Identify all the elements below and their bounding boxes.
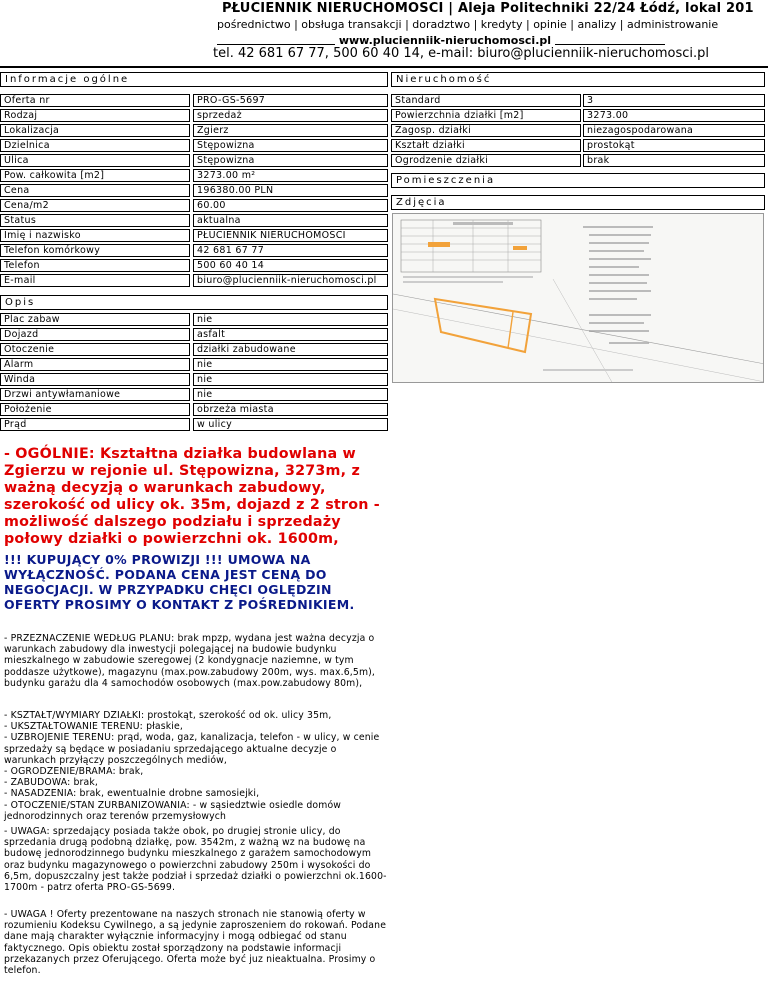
row-value: sprzedaż [193,109,388,122]
row-value: działki zabudowane [193,343,388,356]
row-label: Kształt działki [391,139,581,152]
agency-services: pośrednictwo | obsługa transakcji | doradztwo | kredyty | opinie | analizy | administrowanie [217,18,719,31]
row-label: Cena/m2 [0,199,190,212]
row-value: w ulicy [193,418,388,431]
row-label: Zagosp. działki [391,124,581,137]
divider [217,38,335,45]
row-value: Stępowizna [193,154,388,167]
row-label: Status [0,214,190,227]
row-value: 196380.00 PLN [193,184,388,197]
row-label: Prąd [0,418,190,431]
agency-contact: tel. 42 681 67 77, 500 60 40 14, e-mail: biuro@plucienniik-nieruchomosci.pl [213,46,710,61]
paragraph-disclaimer: - UWAGA ! Oferty prezentowane na naszych stronach nie stanowią oferty w rozumieniu Kodeksu Cywilnego, a są jedynie zaproszeniem do rokowań. Podane dane mają charakter wyłącznie informacyjny i mogą odbiegać od stanu faktycznego. Opis obiektu został sporządzony na podstawie informacji przekazanych przez Oferującego. Oferta może być juz nieaktualna. Prosimy o telefon. [4,909,387,977]
row-label: Powierzchnia działki [m2] [391,109,581,122]
paragraph-zoning: - PRZEZNACZENIE WEDŁUG PLANU: brak mpzp, wydana jest ważna decyzja o warunkach zabudowy dla inwestycji polegającej na budowie budynku mieszkalnego w zabudowie szeregowej (2 kondygnacje naziemne, w tym poddasze użytkowe), magazynu (max.pow.zabudowy 200m, wys. max.6,5m), budynku garażu dla 4 samochodów osobowych (max.pow.zabudowy 80m), [4,633,376,689]
row-value: nie [193,313,388,326]
row-value: brak [583,154,765,167]
section-property: Nieruchomość [391,72,765,87]
row-label: Alarm [0,358,190,371]
row-label: Cena [0,184,190,197]
row-label: Standard [391,94,581,107]
divider [555,38,665,45]
row-value: PŁUCIENNIK NIERUCHOMOŚCI [193,229,388,242]
row-value: PRO-GS-5697 [193,94,388,107]
plot-map-photo[interactable] [392,213,764,383]
row-value: niezagospodarowana [583,124,765,137]
row-value: 500 60 40 14 [193,259,388,272]
section-photos: Zdjęcia [391,195,765,210]
row-value: nie [193,373,388,386]
row-label: Drzwi antywłamaniowe [0,388,190,401]
row-value: prostokąt [583,139,765,152]
paragraph-plot-details: - KSZTAŁT/WYMIARY DZIAŁKI: prostokąt, szerokość od ok. ulicy 35m, - UKSZTAŁTOWANIE TERENU: płaskie, - UZBROJENIE TERENU: prąd, woda, gaz, kanalizacja, telefon - w ulicy, w cenie sprzedaży są będące w posiadaniu sprzedającego aktualne decyzje o warunkach przyłączy poszczególnych mediów, - OGRODZENIE/BRAMA: brak, - ZABUDOWA: brak, - NASADZENIA: brak, ewentualnie drobne samosiejki, - OTOCZENIE/STAN ZURBANIZOWANIA: - w sąsiedztwie osiedle domów jednorodzinnych oraz terenów przemysłowych [4,710,380,822]
row-value: 42 681 67 77 [193,244,388,257]
row-label: Imię i nazwisko [0,229,190,242]
row-label: Telefon komórkowy [0,244,190,257]
paragraph-note: - UWAGA: sprzedający posiada także obok, po drugiej stronie ulicy, do sprzedania drugą podobną działkę, pow. 3542m, z ważną wz na budowę na budowę jednorodzinnego budynku mieszkalnego z garażem samochodowym oraz budynku magazynowego o powierzchni zabudowy 250m i wysokości do 6,5m, dopuszczalny jest także podział i sprzedaż działki o powierzchni ok.1600-1700m - patrz oferta PRO-GS-5699. [4,826,387,894]
row-label: Winda [0,373,190,386]
row-value: obrzeża miasta [193,403,388,416]
row-value: asfalt [193,328,388,341]
section-rooms: Pomieszczenia [391,173,765,188]
section-description: Opis [0,295,388,310]
row-value: nie [193,388,388,401]
row-label: Pow. całkowita [m2] [0,169,190,182]
row-value: nie [193,358,388,371]
agency-title: PŁUCIENNIK NIERUCHOMOŚCI | Aleja Politechniki 22/24 Łódź, lokal 201 [222,1,754,16]
row-label: Ogrodzenie działki [391,154,581,167]
row-label: Położenie [0,403,190,416]
row-label: Lokalizacja [0,124,190,137]
row-label: Plac zabaw [0,313,190,326]
row-value[interactable]: biuro@plucienniik-nieruchomosci.pl [193,274,388,287]
buyer-notice: !!! KUPUJĄCY 0% PROWIZJI !!! UMOWA NA WYŁĄCZNOŚĆ. PODANA CENA JEST CENĄ DO NEGOCJACJI. W PRZYPADKU CHĘCI OGLĘDZIN OFERTY PROSIMY O KONTAKT Z POŚREDNIKIEM. [4,552,355,612]
agency-website[interactable]: www.plucienniik-nieruchomosci.pl [338,34,552,47]
row-value: 3273.00 m² [193,169,388,182]
row-label: Oferta nr [0,94,190,107]
row-label: Ulica [0,154,190,167]
summary-highlight: - OGÓLNIE: Kształtna działka budowlana w Zgierzu w rejonie ul. Stępowizna, 3273m, z ważną decyzją o warunkach zabudowy, szerokość od ulicy ok. 35m, dojazd z 2 stron - możliwość dalszego podziału i sprzedaży połowy działki o powierzchni ok. 1600m, [4,446,380,547]
row-value: aktualna [193,214,388,227]
row-label: Otoczenie [0,343,190,356]
row-value: 3273.00 [583,109,765,122]
header-rule [0,66,768,68]
row-label: Rodzaj [0,109,190,122]
row-value: 3 [583,94,765,107]
row-label: E-mail [0,274,190,287]
section-general: Informacje ogólne [0,72,388,87]
row-value: 60.00 [193,199,388,212]
row-label: Dzielnica [0,139,190,152]
row-label: Dojazd [0,328,190,341]
row-label: Telefon [0,259,190,272]
row-value: Zgierz [193,124,388,137]
row-value: Stępowizna [193,139,388,152]
plot-map-image [393,214,764,383]
